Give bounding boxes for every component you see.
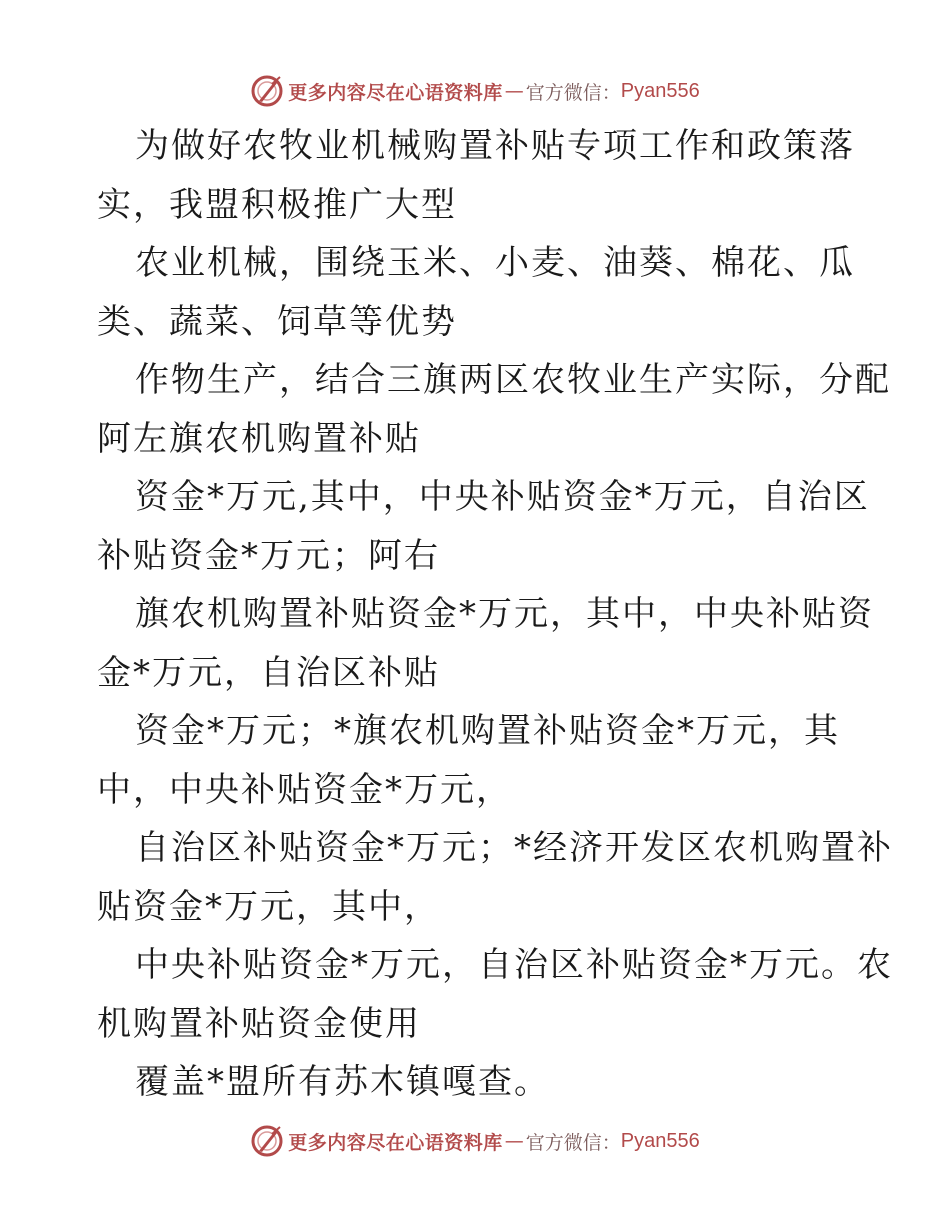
text-line: 资金*万元,其中，中央补贴资金*万元，自治区 [135, 477, 870, 517]
text-line: 金*万元，自治区补贴 [97, 652, 440, 693]
text-line: 实，我盟积极推广大型 [97, 184, 457, 225]
banner-separator: — [504, 80, 524, 102]
banner-separator: — [504, 1130, 524, 1152]
text-line: 旗农机购置补贴资金*万元，其中，中央补贴资 [135, 594, 874, 634]
quill-logo-icon [250, 74, 284, 108]
text-line: 阿左旗农机购置补贴 [97, 418, 421, 459]
banner-wechat-id: Pyan556 [620, 1129, 700, 1152]
banner-wechat-label: 官方微信： [525, 1131, 621, 1154]
text-line: 资金*万元；*旗农机购置补贴资金*万元，其 [135, 711, 840, 751]
text-line: 贴资金*万元，其中， [97, 886, 440, 927]
header-watermark-banner [0, 71, 950, 111]
banner-wechat-label: 官方微信： [525, 81, 621, 104]
footer-watermark-banner [0, 1121, 950, 1161]
text-line: 中，中央补贴资金*万元， [97, 769, 512, 810]
banner-wechat-id: Pyan556 [620, 79, 700, 102]
text-line: 农业机械，围绕玉米、小麦、油葵、棉花、瓜 [135, 243, 855, 283]
quill-logo-icon [250, 1124, 284, 1158]
banner-title: 更多内容尽在心语资料库 [288, 1131, 503, 1154]
text-line: 机购置补贴资金使用 [97, 1003, 421, 1044]
text-line: 作物生产，结合三旗两区农牧业生产实际，分配 [135, 360, 891, 400]
banner-title: 更多内容尽在心语资料库 [288, 81, 503, 104]
text-line: 补贴资金*万元；阿右 [97, 535, 440, 576]
text-line: 中央补贴资金*万元，自治区补贴资金*万元。农 [135, 945, 893, 985]
text-line: 自治区补贴资金*万元；*经济开发区农机购置补 [135, 828, 893, 868]
text-line: 为做好农牧业机械购置补贴专项工作和政策落 [135, 126, 855, 166]
document-body [97, 117, 893, 1112]
text-line: 覆盖*盟所有苏木镇嘎查。 [135, 1062, 550, 1102]
text-line: 类、蔬菜、饲草等优势 [97, 301, 457, 342]
